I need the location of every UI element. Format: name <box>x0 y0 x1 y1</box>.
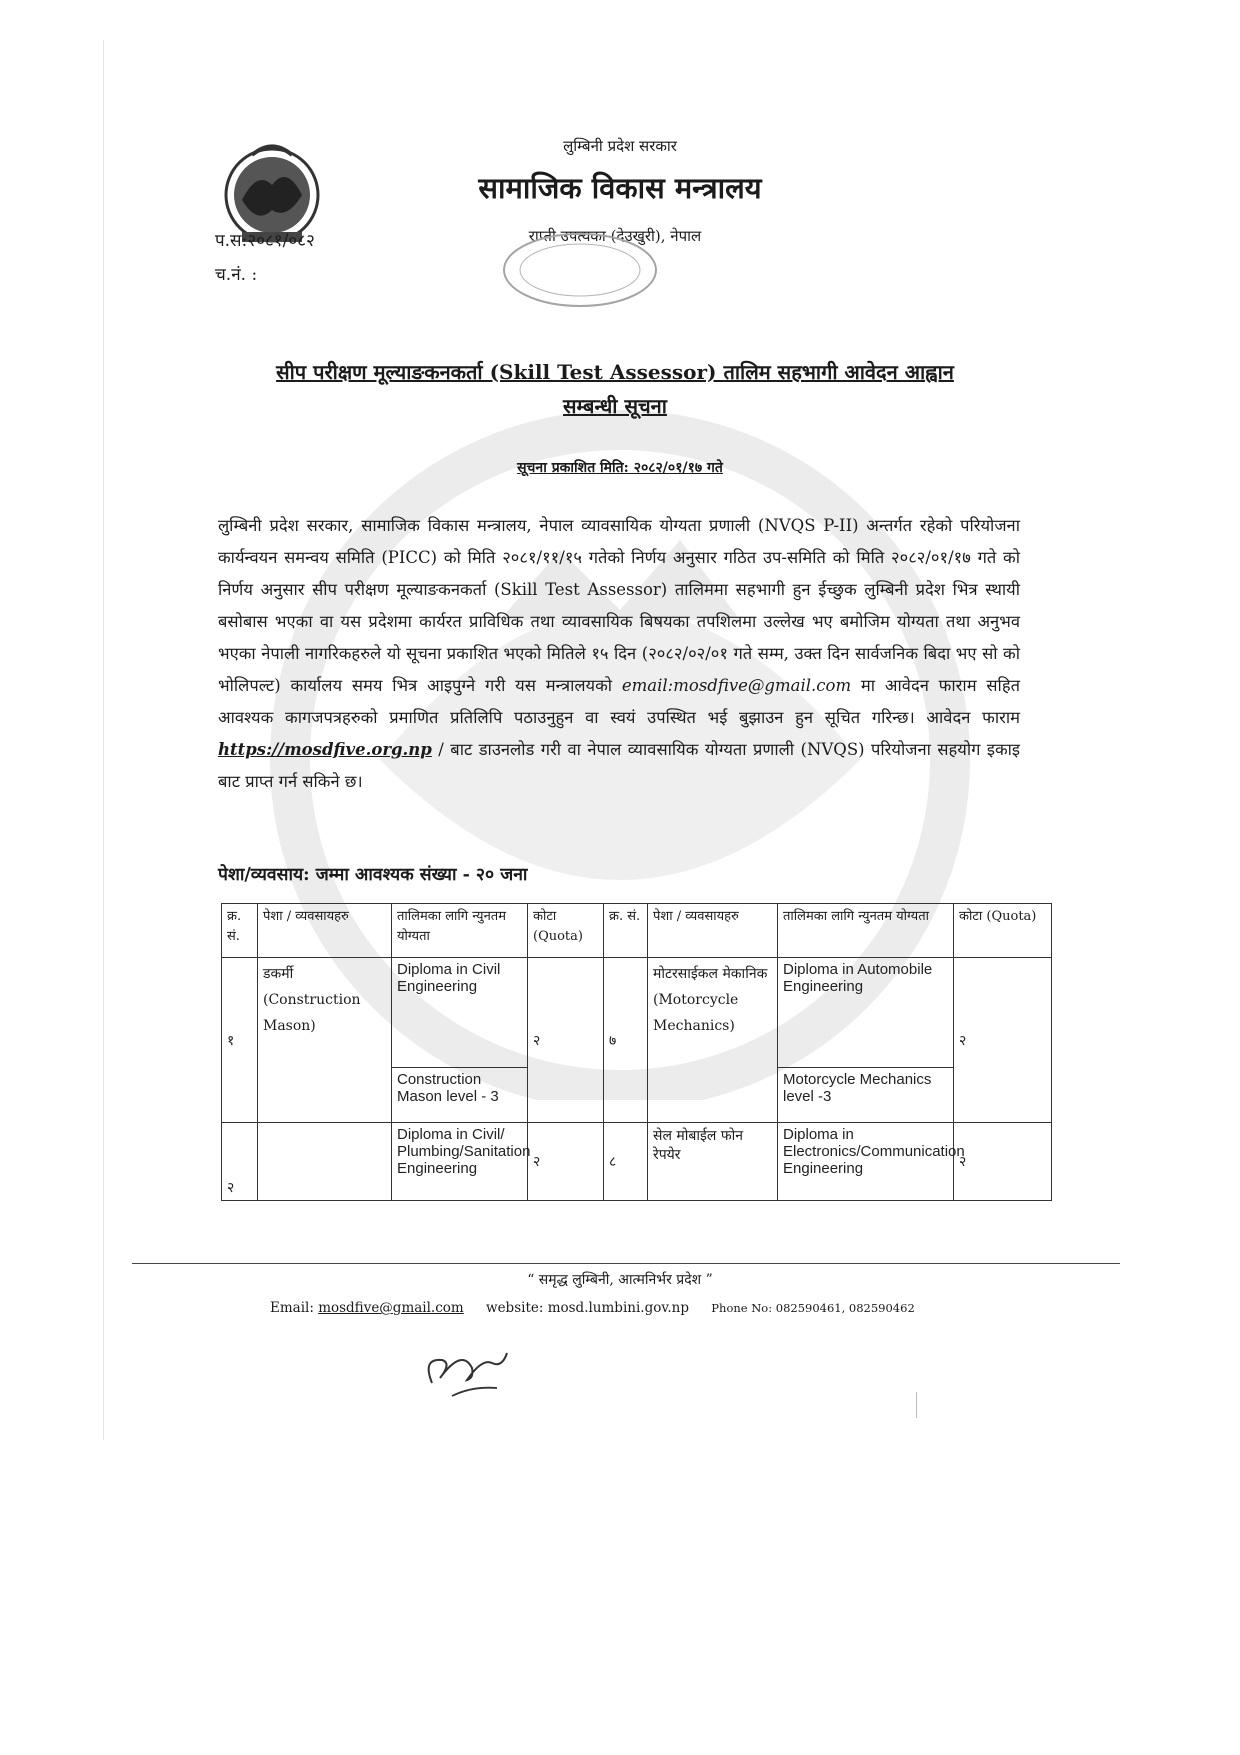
occupation-quota-table <box>221 903 1052 1201</box>
row1-occupation-2-np: मोटरसाईकल मेकानिक <box>653 966 768 982</box>
margin-mark <box>916 1392 917 1418</box>
table-row <box>222 958 1052 1068</box>
row1-qualification-2a: Diploma in Automobile Engineering <box>778 958 954 1068</box>
footer-email-link[interactable]: mosdfive@gmail.com <box>318 1300 464 1316</box>
notice-body <box>218 510 1020 798</box>
government-name: लुम्बिनी प्रदेश सरकार <box>563 137 677 155</box>
footer-website[interactable]: website: mosd.lumbini.gov.np <box>486 1300 689 1316</box>
row1-occupation-np: डकर्मी <box>263 966 294 982</box>
body-email-link[interactable]: email:mosdfive@gmail.com <box>621 676 852 695</box>
body-text-part3: / बाट डाउनलोड गरी वा नेपाल व्यावसायिक योग्यता प्रणाली (NVQS) परियोजना सहयोग इकाइ बाट प्राप्त गर्न सकिने छ। <box>218 740 1020 791</box>
dispatch-number: च.नं. : <box>215 265 258 285</box>
header-min-qualification-2: तालिमका लागि न्युनतम योग्यता <box>778 904 954 958</box>
row1-sn-2: ७ <box>604 958 648 1123</box>
office-stamp <box>500 230 660 310</box>
row1-occupation <box>258 958 392 1123</box>
row1-qualification-a: Diploma in Civil Engineering <box>392 958 528 1068</box>
row2-qualification-2: Diploma in Electronics/Communication Engineering <box>778 1123 954 1201</box>
header-occupation: पेशा / व्यवसायहरु <box>258 904 392 958</box>
row2-sn: २ <box>222 1123 258 1201</box>
row1-qualification-b: Construction Mason level - 3 <box>392 1068 528 1123</box>
application-form-link[interactable]: https://mosdfive.org.np <box>218 740 432 759</box>
row1-quota-2: २ <box>954 958 1052 1123</box>
footer-email-label: Email: <box>270 1300 319 1316</box>
reference-number: प.स:२०८१/०८२ <box>215 231 315 251</box>
row1-sn: १ <box>222 958 258 1123</box>
row2-occupation-2: सेल मोबाईल फोन रेपयेर <box>648 1123 778 1201</box>
footer-divider <box>132 1263 1120 1264</box>
notice-title-line1: सीप परीक्षण मूल्याङकनकर्ता (Skill Test Assessor) तालिम सहभागी आवेदन आह्वान <box>276 360 954 384</box>
ministry-address: राप्ती उपत्यका (देउखुरी), नेपाल <box>528 227 702 245</box>
row2-qualification: Diploma in Civil/ Plumbing/Sanitation Engineering <box>392 1123 528 1201</box>
notice-title <box>215 355 1015 423</box>
notice-title-line2: सम्बन्धी सूचना <box>563 394 667 418</box>
header-min-qualification: तालिमका लागि न्युनतम योग्यता <box>392 904 528 958</box>
quota-heading: पेशा/व्यवसाय: जम्मा आवश्यक संख्या - २० जना <box>218 865 528 885</box>
header-sn-2: क्र. सं. <box>604 904 648 958</box>
table-row <box>222 1123 1052 1201</box>
row2-sn-2: ८ <box>604 1123 648 1201</box>
page-margin-line <box>103 40 104 1440</box>
footer-contact <box>270 1300 915 1316</box>
row2-quota: २ <box>528 1123 604 1201</box>
body-text-part2: मा आवेदन फाराम सहित आवश्यक कागजपत्रहरुको प्रमाणित प्रतिलिपि पठाउनुहुन वा स्वयं उपस्थित भई बुझाउन हुन सूचित गरिन्छ। आवेदन फाराम <box>218 676 1020 727</box>
footer-phone: Phone No: 082590461, 082590462 <box>711 1301 915 1315</box>
row2-occupation <box>258 1123 392 1201</box>
body-text-part1: लुम्बिनी प्रदेश सरकार, सामाजिक विकास मन्त्रालय, नेपाल व्यावसायिक योग्यता प्रणाली (NVQS P-II) अन्तर्गत रहेको परियोजना कार्यन्वयन समन्वय समिति (PICC) को मिति २०८१/११/१५ गतेको निर्णय अनुसार गठित उप-समिति को मिति २०८२/०१/१७ गते को निर्णय अनुसार सीप परीक्षण मूल्याङकनकर्ता (Skill Test Assessor) तालिममा सहभागी हुन ईच्छुक लुम्बिनी प्रदेश भित्र स्थायी बसोबास भएका वा यस प्रदेशमा कार्यरत प्राविधिक तथा व्यावसायिक बिषयका तपशिलमा उल्लेख भए बमोजिम योग्यता तथा अनुभव भएका नेपाली नागरिकहरुले यो सूचना प्रकाशित भएको मितिले १५ दिन (२०८२/०२/०१ गते सम्म, उक्त दिन सार्वजनिक बिदा भए सो को भोलिपल्ट) कार्यालय समय भित्र आइपुग्ने गरी यस मन्त्रालयको <box>218 516 1020 695</box>
header-quota: कोटा (Quota) <box>528 904 604 958</box>
header-quota-2: कोटा (Quota) <box>954 904 1052 958</box>
ministry-name: सामाजिक विकास मन्त्रालय <box>478 171 762 205</box>
row1-qualification-2b: Motorcycle Mechanics level -3 <box>778 1068 954 1123</box>
row1-occupation-en: (Construction Mason) <box>263 992 361 1034</box>
row1-occupation-2-en: (Motorcycle Mechanics) <box>653 992 739 1034</box>
published-date: सूचना प्रकाशित मिति: २०८२/०१/१७ गते <box>517 460 723 476</box>
row2-quota-2: २ <box>954 1123 1052 1201</box>
footer-motto: “ समृद्ध लुम्बिनी, आत्मनिर्भर प्रदेश ” <box>527 1272 713 1288</box>
row1-quota: २ <box>528 958 604 1123</box>
signature <box>412 1338 522 1408</box>
header-occupation-2: पेशा / व्यवसायहरु <box>648 904 778 958</box>
row1-occupation-2 <box>648 958 778 1123</box>
header-sn: क्र. सं. <box>222 904 258 958</box>
table-header-row <box>222 904 1052 958</box>
